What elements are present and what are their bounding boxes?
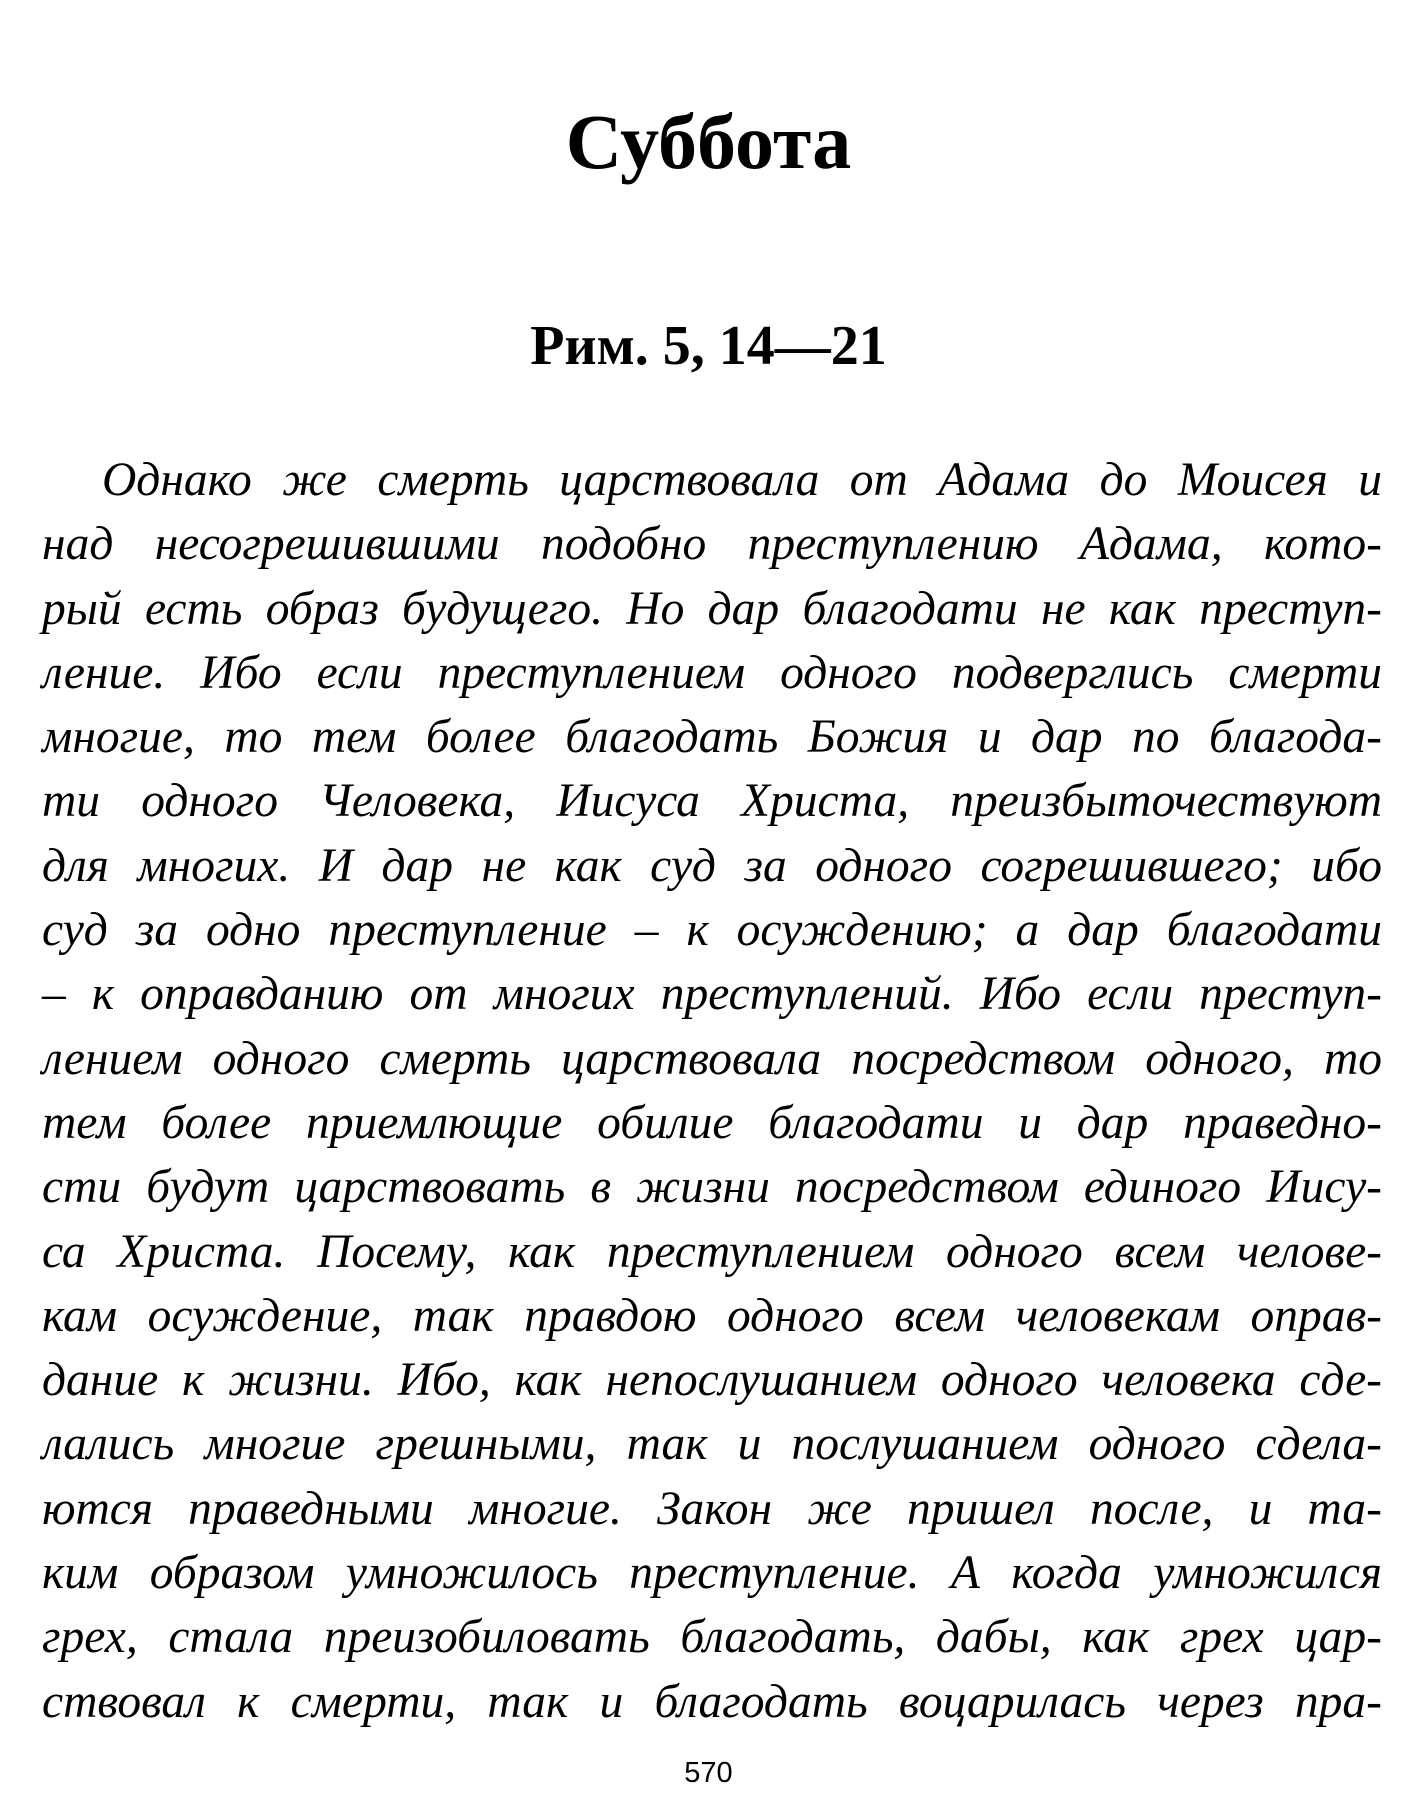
scripture-reference: Рим. 5, 14—21 bbox=[530, 315, 887, 377]
text-line: над несогрешившими подобно преступлению Адама, кото- bbox=[42, 518, 1382, 571]
page-number: 570 bbox=[684, 1757, 733, 1789]
text-line: Однако же смерть царствовала от Адама до Моисея и bbox=[102, 454, 1382, 506]
text-line: суд за одно преступление – к осуждению; а дар благодати bbox=[42, 904, 1382, 957]
body-text bbox=[42, 448, 1382, 1734]
text-line: ти одного Человека, Иисуса Христа, преизбыточествуют bbox=[42, 775, 1382, 828]
text-line: – к оправданию от многих преступлений. Ибо если преступ- bbox=[42, 968, 1382, 1021]
text-line: са Христа. Посему, как преступлением одного всем челове- bbox=[42, 1225, 1382, 1278]
text-line: ствовал к смерти, так и благодать воцарилась через пра- bbox=[42, 1675, 1382, 1728]
text-line: многие, то тем более благодать Божия и дар по благода- bbox=[42, 711, 1382, 764]
text-line: ются праведными многие. Закон же пришел после, и та- bbox=[42, 1482, 1382, 1535]
text-line: тем более приемлющие обилие благодати и дар праведно- bbox=[42, 1096, 1382, 1149]
text-line: ление. Ибо если преступлением одного подверглись смерти bbox=[42, 646, 1382, 699]
text-line: рый есть образ будущего. Но дар благодати не как преступ- bbox=[42, 582, 1382, 635]
text-line: кам осуждение, так правдою одного всем человекам оправ- bbox=[42, 1289, 1382, 1342]
text-line: сти будут царствовать в жизни посредством единого Иису- bbox=[42, 1161, 1382, 1214]
page-title: Суббота bbox=[565, 98, 852, 185]
text-line: дание к жизни. Ибо, как непослушанием одного человека сде- bbox=[42, 1354, 1382, 1407]
text-line: грех, стала преизобиловать благодать, дабы, как грех цар- bbox=[42, 1611, 1382, 1664]
text-line: ким образом умножилось преступление. А когда умножился bbox=[42, 1547, 1382, 1600]
text-line: лались многие грешными, так и послушанием одного сдела- bbox=[42, 1418, 1382, 1471]
text-line: для многих. И дар не как суд за одного согрешившего; ибо bbox=[42, 839, 1382, 892]
text-line: лением одного смерть царствовала посредством одного, то bbox=[42, 1032, 1382, 1085]
